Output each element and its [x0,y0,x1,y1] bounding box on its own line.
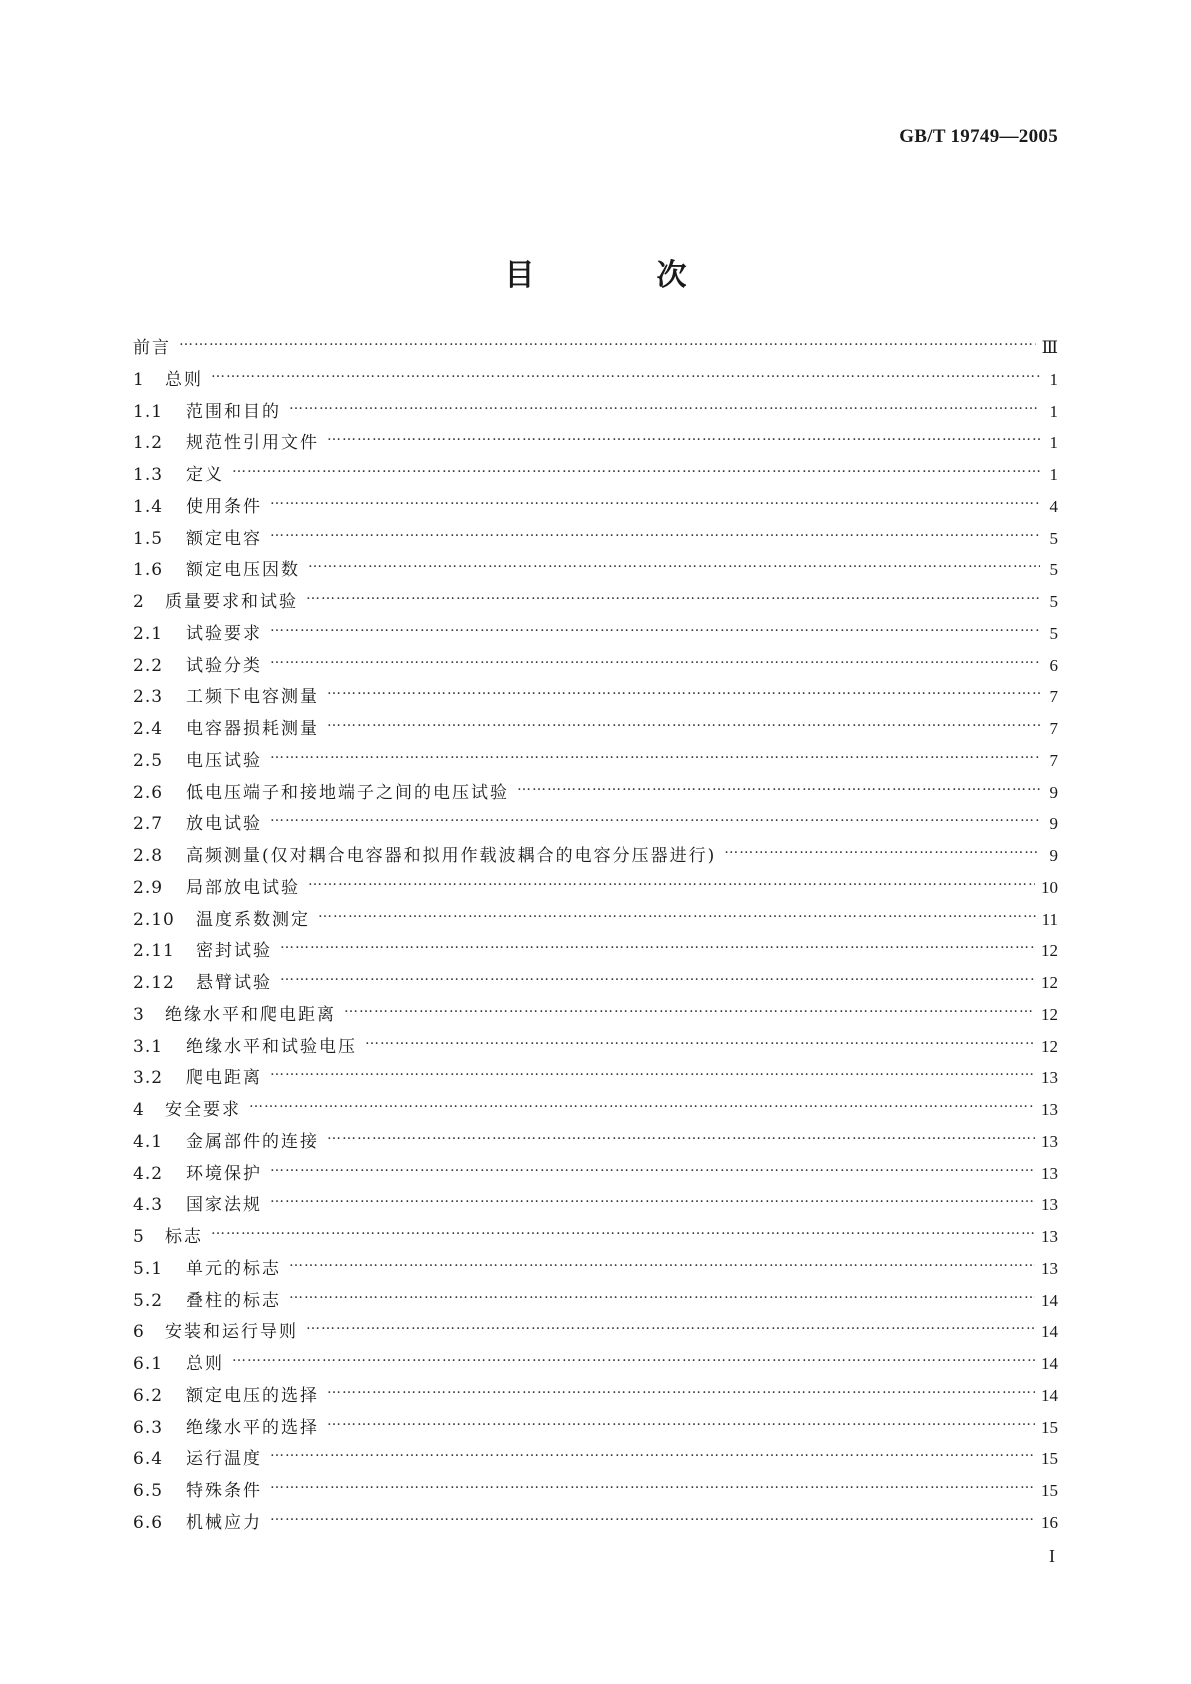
toc-entry-number: 5.1 [133,1258,164,1279]
toc-dot-leader [211,365,1040,385]
toc-dot-leader [308,873,1035,893]
toc-entry[interactable] [133,397,1058,429]
toc-entry-title: 特殊条件 [186,1481,262,1501]
toc-entry-number: 4.1 [133,1131,164,1152]
toc-entry-number: 2.9 [133,877,164,898]
toc-entry-title: 环境保护 [186,1163,262,1184]
toc-entry[interactable] [133,1413,1058,1445]
toc-entry[interactable] [133,1127,1058,1159]
toc-dot-leader [365,1032,1035,1052]
toc-dot-leader [270,1159,1035,1179]
toc-entry-page: 15 [1041,1481,1058,1500]
toc-entry-number: 2.11 [133,941,175,962]
toc-entry-page: 13 [1041,1195,1058,1215]
toc-entry-title: 电容器损耗测量 [186,719,319,739]
toc-entry-number: 1 [133,369,145,390]
toc-entry-number: 3.2 [133,1068,164,1089]
toc-entry-title: 国家法规 [186,1195,262,1216]
toc-entry-page: 15 [1041,1449,1058,1469]
toc-dot-leader [232,460,1040,480]
toc-entry-page: 9 [1049,846,1058,865]
toc-entry-page: 14 [1041,1322,1058,1342]
toc-dot-leader [289,397,1040,417]
toc-dot-leader [327,1413,1035,1433]
toc-entry-page: 12 [1041,973,1058,992]
toc-entry-number: 2.5 [133,750,164,771]
toc-entry-title: 爬电距离 [186,1068,262,1089]
toc-dot-leader [270,746,1040,766]
toc-entry-title: 额定电压因数 [186,560,300,581]
page-number: I [1049,1546,1055,1566]
toc-entry-page: 7 [1049,750,1058,770]
toc-entry-page: 16 [1041,1512,1058,1532]
toc-dot-leader [306,587,1040,607]
toc-entry-number: 5.2 [133,1290,164,1311]
toc-entry-title: 绝缘水平的选择 [186,1417,319,1438]
toc-entry-number: 2.10 [133,909,175,930]
toc-entry-title: 局部放电试验 [186,877,300,898]
toc-entry-number: 1.5 [133,528,164,549]
toc-entry-page: 5 [1049,592,1058,611]
toc-entry-title: 前言 [133,338,171,358]
toc-entry[interactable] [133,1508,1058,1540]
toc-entry[interactable] [133,841,1058,873]
toc-entry[interactable] [133,460,1058,492]
toc-entry-title: 质量要求和试验 [165,592,298,612]
toc-entry-number: 6.5 [133,1481,164,1501]
toc-entry-title: 放电试验 [186,814,262,835]
toc-entry-title: 高频测量(仅对耦合电容器和拟用作载波耦合的电容分压器进行) [186,846,717,866]
toc-dot-leader [270,1063,1035,1083]
toc-dot-leader [280,936,1035,956]
toc-entry-page: 1 [1049,401,1058,421]
toc-entry-title: 总则 [186,1354,224,1374]
toc-entry[interactable] [133,1317,1058,1349]
toc-entry-title: 运行温度 [186,1449,262,1470]
toc-dot-leader [270,809,1040,829]
toc-entry[interactable] [133,873,1058,905]
toc-entry-title: 低电压端子和接地端子之间的电压试验 [186,782,509,803]
toc-entry-page: 7 [1049,687,1058,707]
toc-entry[interactable] [133,968,1058,1000]
toc-dot-leader [270,524,1040,544]
toc-entry-title: 额定电压的选择 [186,1385,319,1406]
toc-entry-page: 15 [1041,1417,1058,1437]
toc-entry[interactable] [133,1190,1058,1222]
toc-entry[interactable] [133,1286,1058,1318]
toc-entry-title: 温度系数测定 [196,909,310,930]
toc-entry-number: 2.2 [133,655,164,676]
toc-entry[interactable] [133,619,1058,651]
toc-entry[interactable] [133,1254,1058,1286]
toc-entry-number: 2.8 [133,846,164,866]
toc-entry[interactable] [133,1222,1058,1254]
toc-dot-leader [270,1190,1035,1210]
toc-entry[interactable] [133,492,1058,524]
toc-dot-leader [517,778,1040,798]
toc-entry-title: 总则 [165,369,203,390]
toc-entry[interactable] [133,428,1058,460]
toc-entry-page: 9 [1049,814,1058,834]
toc-entry-number: 1.6 [133,560,164,581]
toc-entry-page: 13 [1041,1100,1058,1119]
toc-dot-leader [327,1127,1035,1147]
toc-entry-number: 1.3 [133,465,164,485]
toc-entry-title: 工频下电容测量 [186,687,319,708]
toc-entry-title: 使用条件 [186,496,262,517]
toc-dot-leader [270,492,1040,512]
toc-dot-leader [308,555,1040,575]
toc-dot-leader [327,714,1040,734]
toc-entry-page: 11 [1041,909,1058,929]
toc-entry-page: 9 [1049,782,1058,802]
toc-entry[interactable] [133,524,1058,556]
toc-entry-number: 2.12 [133,973,175,993]
toc-dot-leader [249,1095,1035,1115]
standard-code: GB/T 19749—2005 [899,126,1058,147]
toc-entry[interactable] [133,905,1058,937]
toc-entry-page: 5 [1049,560,1058,580]
toc-entry-title: 悬臂试验 [196,973,272,993]
toc-entry-number: 2.4 [133,719,164,739]
toc-entry-number: 6.4 [133,1449,164,1470]
toc-entry[interactable] [133,365,1058,397]
toc-entry-page: 13 [1041,1131,1058,1151]
toc-entry-page: 12 [1041,941,1058,961]
toc-dot-leader [289,1254,1035,1274]
toc-dot-leader [344,1000,1035,1020]
toc-entry-page: 7 [1049,719,1058,738]
toc-entry-page: 5 [1049,528,1058,548]
toc-entry-number: 2.7 [133,814,164,835]
toc-entry-title: 安装和运行导则 [165,1322,298,1343]
toc-entry-page: 13 [1041,1258,1058,1278]
toc-entry-page: 12 [1041,1004,1058,1024]
toc-entry-page: 14 [1041,1354,1058,1373]
toc-entry[interactable] [133,555,1058,587]
toc-entry-title: 规范性引用文件 [186,433,319,454]
toc-entry-number: 4.2 [133,1163,164,1184]
toc-entry[interactable] [133,936,1058,968]
toc-entry[interactable] [133,1444,1058,1476]
toc-entry-number: 1.2 [133,433,164,454]
toc-entry-number: 4 [133,1100,145,1120]
toc-entry-number: 6 [133,1322,145,1343]
toc-dot-leader [270,619,1040,639]
toc-entry[interactable] [133,714,1058,746]
toc-dot-leader [270,1444,1035,1464]
toc-entry[interactable] [133,651,1058,683]
toc-entry-number: 2.1 [133,623,164,644]
toc-entry[interactable] [133,809,1058,841]
toc-entry-title: 单元的标志 [186,1258,281,1279]
toc-entry-page: 1 [1049,369,1058,389]
toc-dot-leader [211,1222,1035,1242]
toc-entry-page: 13 [1041,1227,1058,1246]
toc-entry-page: Ⅲ [1041,338,1058,357]
toc-entry[interactable] [133,333,1058,365]
toc-entry-title: 试验分类 [186,655,262,676]
toc-entry[interactable] [133,1032,1058,1064]
toc-dot-leader [327,428,1040,448]
toc-dot-leader [724,841,1040,861]
toc-entry[interactable] [133,682,1058,714]
toc-entry-page: 14 [1041,1385,1058,1405]
toc-dot-leader [306,1317,1035,1337]
toc-entry-page: 1 [1049,433,1058,453]
toc-entry-number: 5 [133,1227,145,1247]
toc-dot-leader [280,968,1035,988]
toc-entry-title: 金属部件的连接 [186,1131,319,1152]
toc-entry[interactable] [133,746,1058,778]
toc-dot-leader [270,1508,1035,1528]
page-title: 目 次 [504,258,733,294]
toc-entry-title: 机械应力 [186,1512,262,1533]
toc-entry-title: 额定电容 [186,528,262,549]
toc-entry-title: 绝缘水平和试验电压 [186,1036,357,1057]
toc-entry-title: 绝缘水平和爬电距离 [165,1004,336,1025]
toc-dot-leader [232,1349,1035,1369]
toc-entry-number: 4.3 [133,1195,164,1216]
toc-entry-page: 5 [1049,623,1058,643]
toc-entry-title: 电压试验 [186,750,262,771]
toc-dot-leader [327,682,1040,702]
toc-entry-number: 6.6 [133,1512,164,1533]
toc-entry-title: 范围和目的 [186,401,281,422]
toc-entry[interactable] [133,778,1058,810]
toc-entry-page: 14 [1041,1290,1058,1310]
toc-entry[interactable] [133,587,1058,619]
toc-dot-leader [179,333,1036,353]
toc-entry-title: 叠柱的标志 [186,1290,281,1311]
toc-dot-leader [270,1476,1035,1496]
toc-entry-title: 试验要求 [186,623,262,644]
table-of-contents [133,333,1058,1540]
toc-entry-title: 定义 [186,465,224,485]
toc-entry[interactable] [133,1381,1058,1413]
toc-entry-number: 6.3 [133,1417,164,1438]
toc-entry-page: 13 [1041,1163,1058,1183]
toc-dot-leader [327,1381,1035,1401]
toc-entry-number: 3.1 [133,1036,164,1057]
toc-entry-page: 12 [1041,1036,1058,1056]
toc-entry-number: 1.1 [133,401,164,422]
toc-entry[interactable] [133,1095,1058,1127]
toc-entry-page: 10 [1041,877,1058,897]
toc-entry-page: 13 [1041,1068,1058,1088]
toc-entry-title: 标志 [165,1227,203,1247]
toc-dot-leader [289,1286,1035,1306]
toc-entry-title: 安全要求 [165,1100,241,1120]
toc-entry-number: 2 [133,592,145,612]
toc-entry-page: 6 [1049,655,1058,675]
toc-dot-leader [270,651,1040,671]
toc-entry[interactable] [133,1000,1058,1032]
toc-entry-number: 6.2 [133,1385,164,1406]
toc-entry-number: 2.3 [133,687,164,708]
toc-dot-leader [318,905,1036,925]
toc-entry[interactable] [133,1349,1058,1381]
toc-entry[interactable] [133,1159,1058,1191]
toc-entry-page: 4 [1049,496,1058,516]
toc-entry-number: 3 [133,1004,145,1025]
toc-entry-number: 1.4 [133,496,164,517]
toc-entry-title: 密封试验 [196,941,272,962]
toc-entry[interactable] [133,1063,1058,1095]
toc-entry-number: 2.6 [133,782,164,803]
toc-entry-page: 1 [1049,465,1058,484]
toc-entry-number: 6.1 [133,1354,164,1374]
toc-entry[interactable] [133,1476,1058,1508]
